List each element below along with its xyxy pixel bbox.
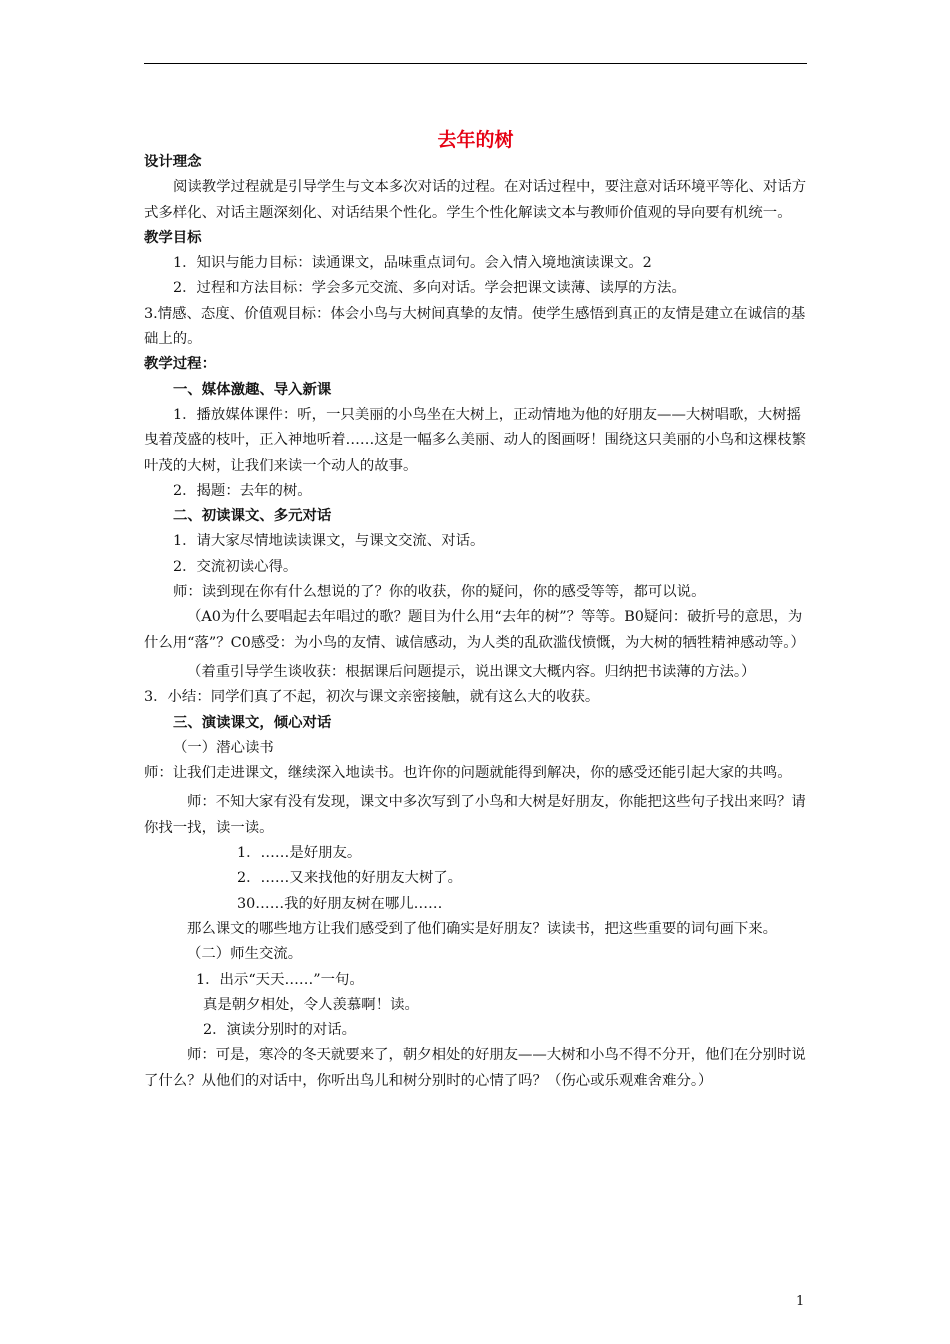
part3-list-item-2: 2．……又来找他的好朋友大树了。 <box>237 870 463 887</box>
part3-para-3: 那么课文的哪些地方让我们感受到了他们确实是好朋友？读读书，把这些重要的词句画下来。 <box>187 920 778 937</box>
part3-para-2: 师：不知大家有没有发现，课文中多次写到了小鸟和大树是好朋友，你能把这些句子找出来吗？请你找一找，读一读。 <box>144 794 806 836</box>
design-paragraph: 阅读教学过程就是引导学生与文本多次对话的过程。在对话过程中，要注意对话环境平等化、对话方式多样化、对话主题深刻化、对话结果个性化。学生个性化解读文本与教师价值观的导向要有机统一。 <box>144 179 807 221</box>
part3-subheading-2: （二）师生交流。 <box>187 946 303 963</box>
part2-para-4: （A0为什么要唱起去年唱过的歌？题目为什么用“去年的树”？等等。B0疑问：破折号的意思，为什么用“落”？C0感受：为小鸟的友情、诚信感动，为人类的乱砍滥伐愤慨，为大树的牺牲精神感动等。） <box>144 609 805 651</box>
part3-subheading-1: （一）潜心读书 <box>173 739 274 756</box>
document-title: 去年的树 <box>437 129 514 151</box>
document-body <box>144 150 807 1094</box>
part2-heading: 二、初读课文、多元对话 <box>173 508 332 525</box>
part2-para-2: 2．交流初读心得。 <box>173 558 298 575</box>
part3-para-5: 真是朝夕相处，令人羡慕啊！读。 <box>203 996 419 1013</box>
part2-summary: 3．小结：同学们真了不起，初次与课文亲密接触，就有这么大的收获。 <box>144 689 600 706</box>
part2-para-5: （着重引导学生谈收获：根据课后问题提示，说出课文大概内容。归纳把书读薄的方法。） <box>187 663 756 680</box>
part3-list-item-3: 30……我的好朋友树在哪儿…… <box>237 895 443 912</box>
goal-3: 3.情感、态度、价值观目标：体会小鸟与大树间真挚的友情。使学生感悟到真正的友情是建立在诚信的基础上的。 <box>144 305 806 348</box>
part3-para-4: 1．出示“天天……”一句。 <box>196 971 364 988</box>
page-number: 1 <box>796 1294 805 1309</box>
part3-list-item-1: 1．……是好朋友。 <box>237 845 362 862</box>
part1-para-1: 1．播放媒体课件：听，一只美丽的小鸟坐在大树上，正动情地为他的好朋友——大树唱歌，大树摇曳着茂盛的枝叶，正入神地听着……这是一幅多么美丽、动人的图画呀！围绕这只美丽的小鸟和这棵枝繁叶茂的大树，让我们来读一个动人的故事。 <box>144 406 806 474</box>
goal-2: 2．过程和方法目标：学会多元交流、多向对话。学会把课文读薄、读厚的方法。 <box>173 280 686 297</box>
design-heading: 设计理念 <box>144 154 202 170</box>
part3-para-1: 师：让我们走进课文，继续深入地读书。也许你的问题就能得到解决，你的感受还能引起大家的共鸣。 <box>144 765 792 782</box>
part3-heading: 三、演读课文，倾心对话 <box>173 714 332 731</box>
goals-heading: 教学目标 <box>144 229 202 246</box>
goal-1: 1．知识与能力目标：读通课文，品味重点词句。会入情入境地演读课文。2 <box>173 255 652 272</box>
part3-para-7: 师：可是，寒冷的冬天就要来了，朝夕相处的好朋友——大树和小鸟不得不分开，他们在分别时说了什么？从他们的对话中，你听出鸟儿和树分别时的心情了吗？（伤心或乐观难舍难分。） <box>144 1047 806 1089</box>
part1-heading: 一、媒体激趣、导入新课 <box>173 381 332 398</box>
part1-para-2: 2．揭题：去年的树。 <box>173 482 312 499</box>
process-heading: 教学过程： <box>144 356 216 373</box>
part2-para-3: 师：读到现在你有什么想说的了？你的收获，你的疑问，你的感受等等，都可以说。 <box>173 584 706 601</box>
part3-para-6: 2．演读分别时的对话。 <box>203 1022 357 1039</box>
part2-para-1: 1．请大家尽情地读读课文，与课文交流、对话。 <box>173 533 485 550</box>
header-rule <box>144 63 807 64</box>
